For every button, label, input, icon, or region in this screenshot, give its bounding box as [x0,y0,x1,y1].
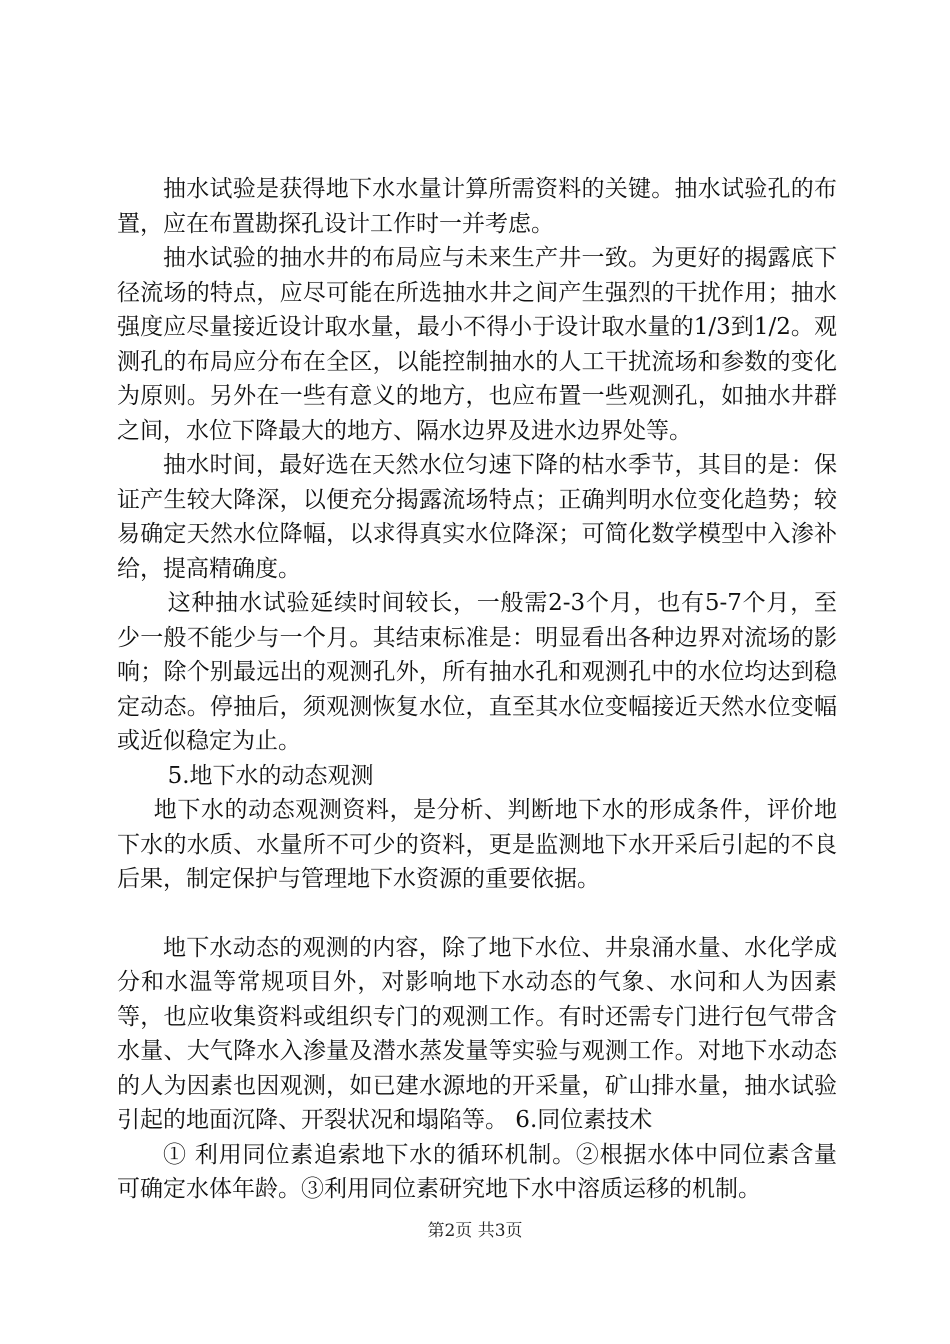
page-footer: 第2页 共3页 [427,1221,523,1241]
paragraph-observation-content: 地下水动态的观测的内容，除了地下水位、井泉涌水量、水化学成分和水温等常规项目外，对影响地下水动态的气象、水问和人为因素等，也应收集资料或组织专门的观测工作。有时还需专门进行包气带含水量、大气降水入渗量及潜水蒸发量等实验与观测工作。对地下水动态的人为因素也因观测，如已建水源地的开采量，矿山排水量，抽水试验引起的地面沉降、开裂状况和塌陷等。 6.同位素技术 [117,934,837,1133]
paragraph-isotope-uses: ① 利用同位素追索地下水的循环机制。②根据水体中同位素含量可确定水体年龄。③利用同位素研究地下水中溶质运移的机制。 [117,1141,837,1202]
paragraph-pumping-test-intro: 抽水试验是获得地下水水量计算所需资料的关键。抽水试验孔的布置，应在布置勘探孔设计工作时一并考虑。 [117,176,837,237]
paragraph-spacer [117,897,837,931]
document-body [117,172,837,1207]
paragraph-observation-data: 地下水的动态观测资料，是分析、判断地下水的形成条件，评价地下水的水质、水量所不可少的资料，更是监测地下水开采后引起的不良后果，制定保护与管理地下水资源的重要依据。 [117,797,837,892]
paragraph-pumping-time: 抽水时间，最好选在天然水位匀速下降的枯水季节，其目的是：保证产生较大降深，以便充分揭露流场特点；正确判明水位变化趋势；较易确定天然水位降幅，以求得真实水位降深；可简化数学模型中入渗补给，提高精确度。 [117,452,837,582]
section-heading-dynamic-observation: 5.地下水的动态观测 [167,762,374,789]
paragraph-well-layout: 抽水试验的抽水井的布局应与未来生产井一致。为更好的揭露底下径流场的特点，应尽可能在所选抽水井之间产生强烈的干扰作用；抽水强度应尽量接近设计取水量，最小不得小于设计取水量的1/3到1/2。观测孔的布局应分布在全区，以能控制抽水的人工干扰流场和参数的变化为原则。另外在一些有意义的地方，也应布置一些观测孔，如抽水井群之间，水位下降最大的地方、隔水边界及进水边界处等。 [117,245,837,444]
paragraph-test-duration: 这种抽水试验延续时间较长，一般需2-3个月，也有5-7个月，至少一般不能少与一个月。其结束标准是：明显看出各种边界对流场的影响；除个别最远出的观测孔外，所有抽水孔和观测孔中的水位均达到稳定动态。停抽后，须观测恢复水位，直至其水位变幅接近天然水位变幅或近似稳定为止。 [117,590,837,754]
